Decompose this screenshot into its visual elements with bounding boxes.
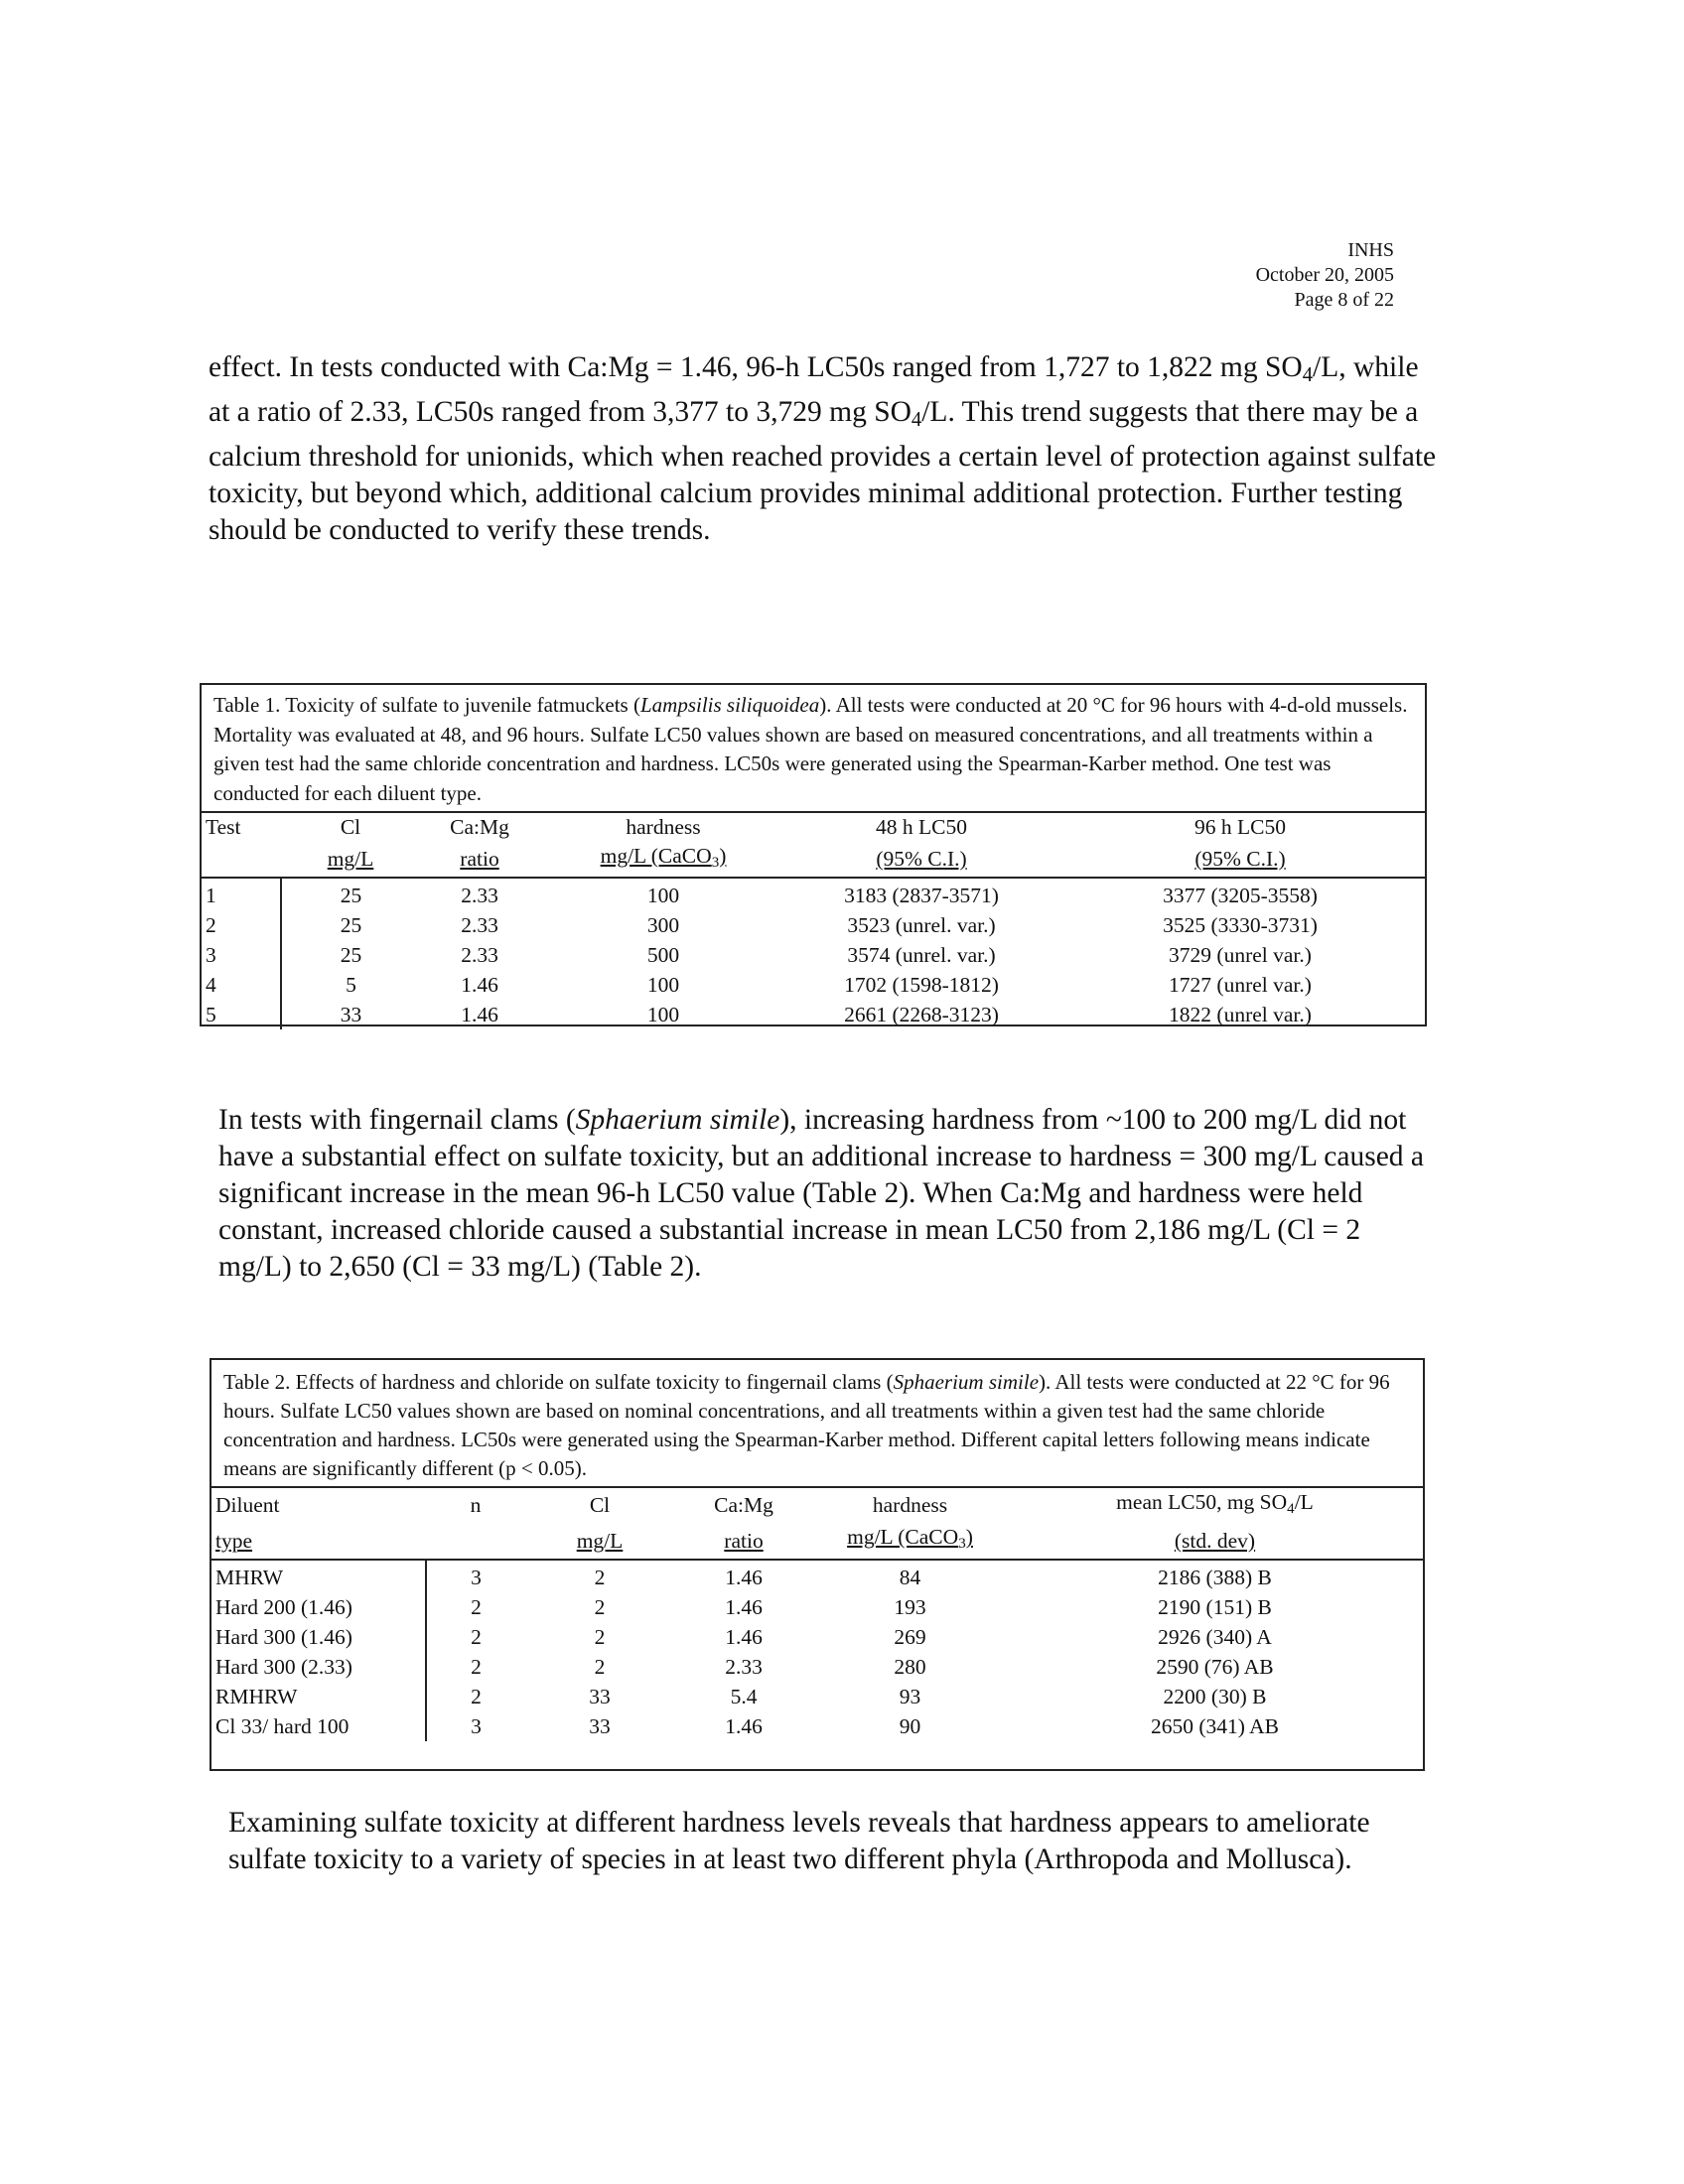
col-header: Cl	[589, 1493, 611, 1518]
table-row	[202, 940, 1425, 970]
table-cell: 100	[646, 1002, 680, 1026]
table-cell: 1822 (unrel var.)	[1169, 1002, 1312, 1026]
col-header: Diluent	[215, 1493, 280, 1518]
table-cell: 3	[471, 1713, 482, 1738]
col-subheader: (95% C.I.)	[1055, 842, 1425, 878]
table-cell: 1.46	[725, 1565, 763, 1589]
col-subheader	[202, 842, 281, 878]
col-subheader: mg/L (CaCO$_3$)	[539, 842, 787, 878]
table-cell: 25	[340, 912, 362, 937]
table-row	[211, 1682, 1423, 1711]
col-header: 96 h LC50	[1194, 815, 1286, 839]
table-cell: 2	[202, 910, 281, 940]
table-cell: 2.33	[461, 912, 498, 937]
table-cell: 2	[471, 1594, 482, 1619]
table-cell: Cl 33/ hard 100	[211, 1711, 426, 1741]
table-cell: 100	[646, 972, 680, 997]
table-row	[202, 1000, 1425, 1029]
species-name: Sphaerium simile	[893, 1370, 1040, 1394]
col-subheader	[426, 1523, 525, 1559]
table-cell: 2.33	[461, 883, 498, 907]
table-cell: 3183 (2837-3571)	[844, 883, 999, 907]
col-header: Test	[206, 815, 241, 839]
table-cell: 280	[894, 1654, 926, 1679]
table-cell: 84	[899, 1565, 921, 1589]
table-row	[211, 1652, 1423, 1682]
table-cell: Hard 200 (1.46)	[211, 1592, 426, 1622]
table-cell: 2	[471, 1684, 482, 1708]
col-subheader: ratio	[674, 1523, 813, 1559]
col-header: mean LC50, mg $SO_4/L$	[1116, 1490, 1314, 1517]
table-cell: 5	[202, 1000, 281, 1029]
table-cell: 3523 (unrel. var.)	[847, 912, 996, 937]
col-subheader: type	[211, 1523, 426, 1559]
table-cell: 25	[340, 942, 362, 967]
paragraph-fingernail-clams: In tests with fingernail clams (Sphaerium simile), increasing hardness from ~100 to 200 mg/L did not have a substantial effect on sulfate toxicity, but an additional increase to hardness = 300 mg/L caused a significant increase in the mean 96-h LC50 value (Table 2). When Ca:Mg and hardness were held constant, increased chloride caused a substantial increase in mean LC50 from 2,186 mg/L (Cl = 2 mg/L) to 2,650 (Cl = 33 mg/L) (Table 2).	[218, 1104, 1425, 1283]
table-cell: 2590 (76) AB	[1156, 1654, 1274, 1679]
page-header	[1256, 238, 1394, 313]
table-cell: 25	[340, 883, 362, 907]
table-row	[202, 970, 1425, 1000]
table-cell: 1.46	[461, 1002, 498, 1026]
paragraph-calcium-threshold: effect. In tests conducted with Ca:Mg = 1.46, 96-h LC50s ranged from 1,727 to 1,822 mg $SO_4/L$, while at a ratio of 2.33, LC50s ranged from 3,377 to 3,729 mg $SO_4/L$. This trend suggests that there may be a calcium threshold for unionids, which when reached provides a certain level of protection against sulfate toxicity, but beyond which, additional calcium provides minimal additional protection. Further testing should be conducted to verify these trends.	[209, 351, 1437, 547]
table-cell: 5	[346, 972, 356, 997]
col-header: hardness	[872, 1493, 948, 1518]
col-header: n	[470, 1493, 482, 1518]
table-cell: 33	[589, 1684, 611, 1708]
header-date: October 20, 2005	[1255, 264, 1394, 286]
table-cell: 3	[202, 940, 281, 970]
col-subheader: (95% C.I.)	[787, 842, 1055, 878]
col-header: Ca:Mg	[450, 815, 509, 839]
col-subheader: (std. dev)	[1007, 1523, 1423, 1559]
table-cell: 2	[594, 1594, 606, 1619]
table-cell: 93	[899, 1684, 921, 1708]
table-cell: 300	[646, 912, 680, 937]
table-row	[211, 1711, 1423, 1741]
table-cell: 269	[894, 1624, 926, 1649]
table-cell: 1.46	[725, 1624, 763, 1649]
table-cell: 90	[899, 1713, 921, 1738]
table-cell: 193	[894, 1594, 926, 1619]
table-cell: 2186 (388) B	[1158, 1565, 1272, 1589]
table-cell: 2200 (30) B	[1163, 1684, 1267, 1708]
table-cell: 2	[594, 1565, 606, 1589]
table-cell: 3729 (unrel var.)	[1169, 942, 1312, 967]
table-cell: MHRW	[211, 1560, 426, 1592]
table-cell: 3	[471, 1565, 482, 1589]
table-cell: 3574 (unrel. var.)	[847, 942, 996, 967]
paragraph-conclusion: Examining sulfate toxicity at different hardness levels reveals that hardness appears to ameliorate sulfate toxicity to a variety of species in at least two different phyla (Arthropoda and Mollusca).	[228, 1807, 1370, 1875]
table-cell: 33	[589, 1713, 611, 1738]
table-cell: 3525 (3330-3731)	[1163, 912, 1318, 937]
table-cell: 2926 (340) A	[1158, 1624, 1272, 1649]
species-name: Sphaerium simile	[575, 1104, 780, 1136]
table-cell: 2	[594, 1624, 606, 1649]
table-row	[211, 1560, 1423, 1592]
table-row	[202, 878, 1425, 910]
table-cell: 3377 (3205-3558)	[1163, 883, 1318, 907]
col-header: hardness	[626, 815, 701, 839]
table-cell: 1	[202, 878, 281, 910]
table-cell: 2	[471, 1624, 482, 1649]
table-cell: 2661 (2268-3123)	[844, 1002, 999, 1026]
col-subheader: mg/L	[525, 1523, 674, 1559]
table-cell: Hard 300 (2.33)	[211, 1652, 426, 1682]
table-cell: 2	[594, 1654, 606, 1679]
col-subheader: mg/L	[281, 842, 420, 878]
table-2-body	[211, 1560, 1423, 1741]
table-cell: Hard 300 (1.46)	[211, 1622, 426, 1652]
table-cell: 2	[471, 1654, 482, 1679]
header-org: INHS	[1347, 239, 1394, 261]
col-subheader: mg/L (CaCO$_3$)	[813, 1523, 1007, 1559]
table-cell: 1727 (unrel var.)	[1169, 972, 1312, 997]
table-cell: 100	[646, 883, 680, 907]
table-cell: 2190 (151) B	[1158, 1594, 1272, 1619]
table-cell: 1702 (1598-1812)	[844, 972, 999, 997]
table-cell: 4	[202, 970, 281, 1000]
table-cell: 2.33	[725, 1654, 763, 1679]
table-cell: RMHRW	[211, 1682, 426, 1711]
header-page-number: Page 8 of 22	[1294, 289, 1394, 311]
col-header: Cl	[340, 815, 361, 839]
table-1-caption: Table 1. Toxicity of sulfate to juvenile fatmuckets (Lampsilis siliquoidea). All tests were conducted at 20 °C for 96 hours with 4-d-old mussels. Mortality was evaluated at 48, and 96 hours. Sulfate LC50 values shown are based on measured concentrations, and all treatments within a given test had the same chloride concentration and hardness. LC50s were generated using the Spearman-Karber method. One test was conducted for each diluent type.	[202, 685, 1425, 813]
table-row	[211, 1622, 1423, 1652]
table-cell: 1.46	[461, 972, 498, 997]
table-cell: 5.4	[730, 1684, 758, 1708]
table-1	[200, 683, 1427, 1026]
table-cell: 33	[340, 1002, 362, 1026]
col-header: Ca:Mg	[714, 1493, 773, 1518]
table-1-grid	[202, 813, 1425, 1029]
col-subheader: ratio	[420, 842, 539, 878]
table-row	[202, 910, 1425, 940]
table-1-body	[202, 878, 1425, 1029]
table-2	[210, 1358, 1425, 1771]
table-cell: 2.33	[461, 942, 498, 967]
table-cell: 1.46	[725, 1594, 763, 1619]
table-cell: 2650 (341) AB	[1151, 1713, 1279, 1738]
table-cell: 500	[646, 942, 680, 967]
species-name: Lampsilis siliquoidea	[639, 693, 820, 717]
table-2-grid	[211, 1488, 1423, 1741]
table-2-caption: Table 2. Effects of hardness and chloride on sulfate toxicity to fingernail clams (Sphaerium simile). All tests were conducted at 22 °C for 96 hours. Sulfate LC50 values shown are based on nominal concentrations, and all treatments within a given test had the same chloride concentration and hardness. LC50s were generated using the Spearman-Karber method. Different capital letters following means indicate means are significantly different (p < 0.05).	[211, 1360, 1423, 1488]
table-cell: 1.46	[725, 1713, 763, 1738]
col-header: 48 h LC50	[876, 815, 967, 839]
table-row	[211, 1592, 1423, 1622]
